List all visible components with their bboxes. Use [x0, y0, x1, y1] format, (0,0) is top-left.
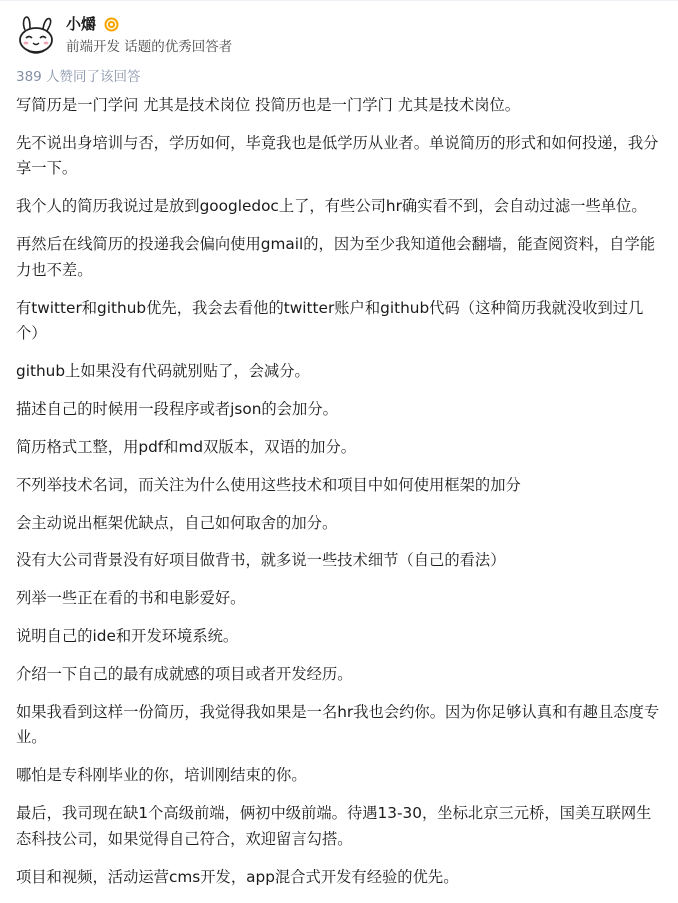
answer-paragraph: 列举一些正在看的书和电影爱好。: [16, 589, 246, 608]
author-info: [16, 14, 662, 58]
answer-paragraph: 会主动说出框架优缺点，自己如何取舍的加分。: [16, 513, 338, 532]
answer-paragraph: 写简历是一门学问 尤其是技术岗位 投简历也是一门学门 尤其是技术岗位。: [16, 96, 521, 114]
excellence-badge-icon[interactable]: [104, 17, 119, 32]
answer-paragraph: 有twitter和github优先，我会去看他的twitter账户和github代码（这种简历我就没收到过几个）: [16, 298, 644, 343]
answer-paragraph: 我个人的简历我说过是放到googledoc上了，有些公司hr确实看不到，会自动过滤一些单位。: [16, 197, 647, 216]
answer-paragraph: 描述自己的时候用一段程序或者json的会加分。: [16, 399, 338, 418]
answer-paragraph: 项目和视频，活动运营cms开发，app混合式开发有经验的优先。: [16, 867, 459, 886]
answer-paragraph: 先不说出身培训与否，学历如何，毕竟我也是低学历从业者。单说简历的形式和如何投递，我分享一下。: [16, 133, 659, 178]
answer-content: [16, 93, 662, 903]
answer-paragraph: 没有大公司背景没有好项目做背书，就多说一些技术细节（自己的看法）: [16, 551, 506, 570]
cartoon-bunny-avatar-icon: [16, 14, 56, 54]
answer-paragraph: github上如果没有代码就别贴了，会减分。: [16, 361, 310, 380]
answer-paragraph: 不列举技术名词，而关注为什么使用这些技术和项目中如何使用框架的加分: [16, 475, 521, 494]
author-headline[interactable]: 前端开发 话题的优秀回答者: [66, 39, 233, 55]
top-divider: [0, 0, 678, 1]
answer-paragraph: 再然后在线简历的投递我会偏向使用gmail的，因为至少我知道他会翻墙，能查阅资料，自学能力也不差。: [16, 235, 656, 279]
avatar[interactable]: [16, 14, 56, 54]
answer-paragraph: 介绍一下自己的最有成就感的项目或者开发经历。: [16, 665, 353, 684]
author-name[interactable]: 小爝: [66, 15, 97, 33]
answer-paragraph: 最后，我司现在缺1个高级前端，俩初中级前端。待遇13-30，坐标北京三元桥，国美互联网生态科技公司，如果觉得自己符合，欢迎留言勾搭。: [16, 804, 652, 848]
answer-paragraph: 哪怕是专科刚毕业的你，培训刚结束的你。: [16, 766, 307, 785]
answer-paragraph: 简历格式工整，用pdf和md双版本，双语的加分。: [16, 437, 357, 456]
answer-paragraph: 说明自己的ide和开发环境系统。: [16, 627, 239, 646]
answer-paragraph: 如果我看到这样一份简历，我觉得我如果是一名hr我也会约你。因为你足够认真和有趣且态度专业。: [16, 702, 660, 747]
vote-count-text[interactable]: 389 人赞同了该回答: [16, 69, 141, 85]
